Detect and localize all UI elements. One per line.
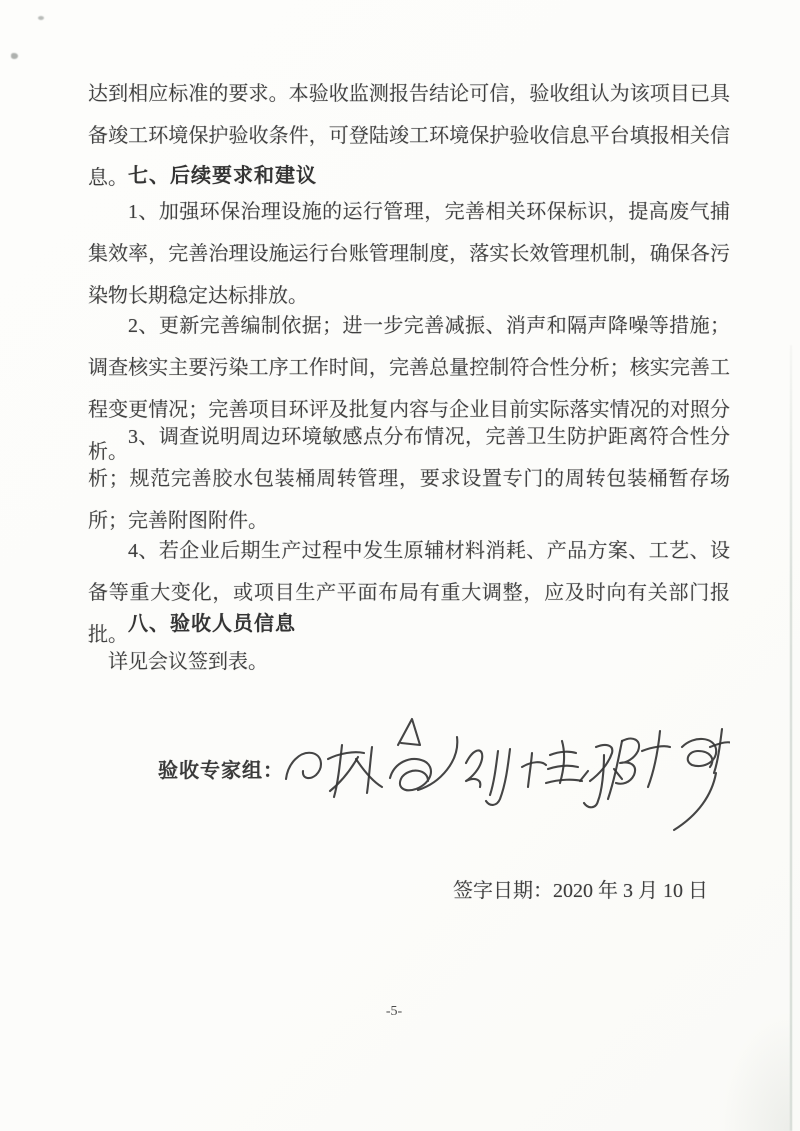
section-8-heading: 八、验收人员信息 [128,613,296,635]
continuation-paragraph: 达到相应标准的要求。本验收监测报告结论可信，验收组认为该项目已具备竣工环境保护验收条件，可登陆竣工环境保护验收信息平台填报相关信息。 [88,83,730,189]
section-7-item-3: 3、调查说明周边环境敏感点分布情况，完善卫生防护距离符合性分析；规范完善胶水包装桶周转管理，要求设置专门的周转包装桶暂存场所；完善附图附件。 [88,426,730,532]
section-7-item-4: 4、若企业后期生产过程中发生原辅材料消耗、产品方案、工艺、设备等重大变化，或项目生产平面布局有重大调整，应及时向有关部门报批。 [88,540,730,646]
handwritten-expert-signature-1 [286,719,457,797]
scan-speck-artifact [11,53,18,59]
section-7-item-1: 1、加强环保治理设施的运行管理，完善相关环保标识，提高废气捕集效率，完善治理设施运行台账管理制度，落实长效管理机制，确保各污染物长期稳定达标排放。 [88,201,730,307]
expert-group-label: 验收专家组： [158,760,284,782]
handwritten-expert-signature-3 [608,729,730,830]
section-8-body: 详见会议签到表。 [108,651,268,673]
sign-date: 签字日期：2020 年 3 月 10 日 [453,880,708,902]
page-number: -5- [385,1004,403,1019]
scan-speck-artifact [38,16,44,20]
section-7-item-2: 2、更新完善编制依据；进一步完善减振、消声和隔声降噪等措施；调查核实主要污染工序工作时间，完善总量控制符合性分析；核实完善工程变更情况；完善项目环评及批复内容与企业目前实际落实情况的对照分析。 [88,315,730,463]
handwritten-signatures [270,703,730,845]
section-7-heading: 七、后续要求和建议 [128,165,317,187]
scan-corner-shade [720,1011,790,1131]
handwritten-expert-signature-2 [466,741,622,807]
